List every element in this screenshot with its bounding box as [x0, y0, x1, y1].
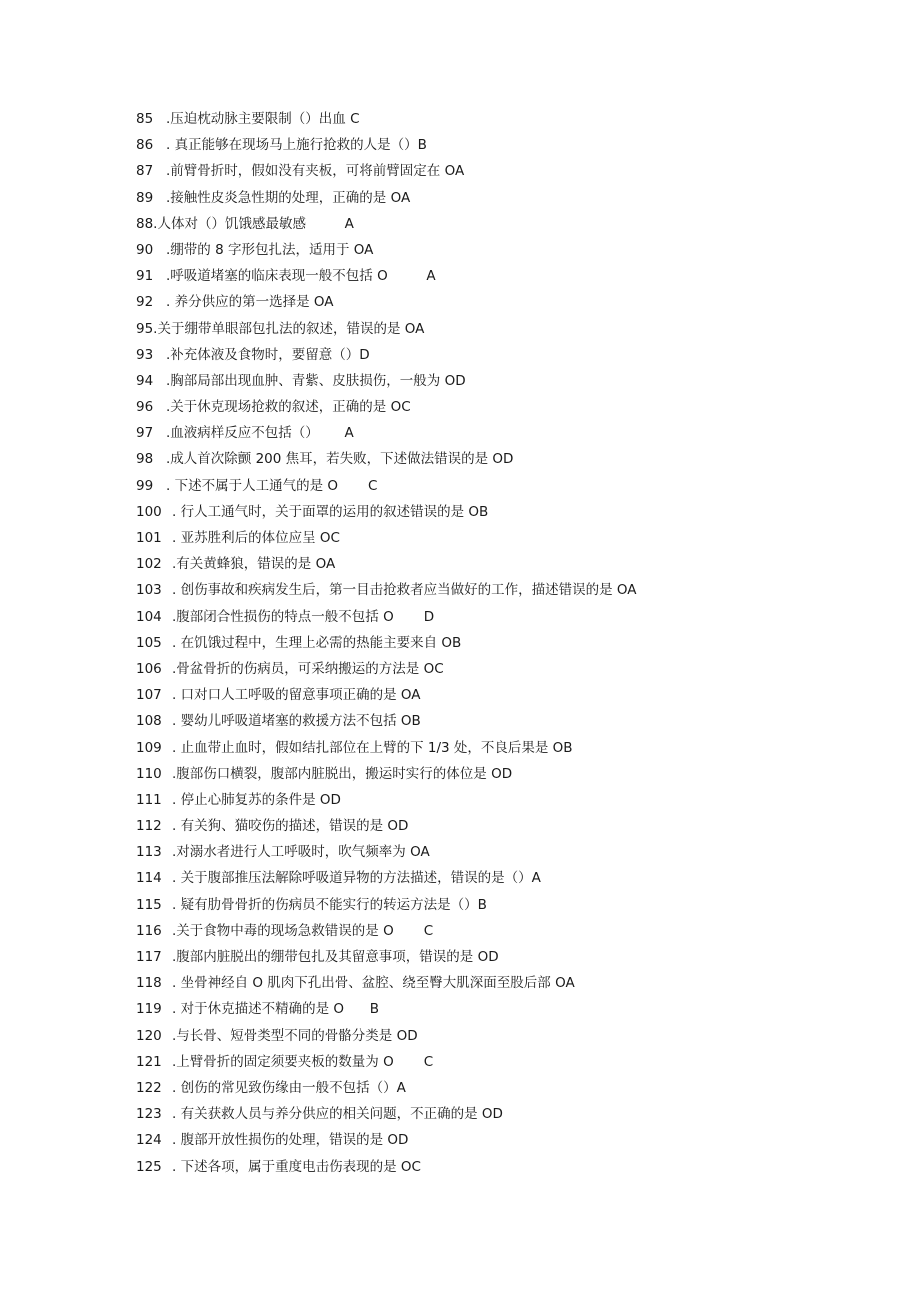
question-text: . 真正能够在现场马上施行抢救的人是（）B — [166, 137, 427, 154]
question-text: .呼吸道堵塞的临床表现一般不包括 O A — [166, 268, 436, 285]
question-line — [136, 708, 876, 734]
question-list — [136, 106, 876, 1180]
question-line — [136, 604, 876, 630]
question-line — [136, 263, 876, 289]
question-number: 119 — [136, 1001, 162, 1018]
question-number: 109 — [136, 739, 162, 756]
question-number: 99 — [136, 477, 154, 494]
question-line — [136, 394, 876, 420]
question-text: .补充体液及食物时，要留意（）D — [166, 346, 370, 363]
question-number: 91 — [136, 268, 154, 285]
question-line — [136, 813, 876, 839]
question-text: 关于绷带单眼部包扎法的叙述，错误的是 OA — [157, 320, 425, 337]
question-number: 113 — [136, 844, 162, 861]
question-number: 102 — [136, 556, 162, 573]
question-number: 108 — [136, 713, 162, 730]
question-line — [136, 106, 876, 132]
question-text: . 坐骨神经自 O 肌肉下孔出骨、盆腔、绕至臀大肌深面至股后部 OA — [172, 975, 575, 992]
question-line — [136, 761, 876, 787]
question-line — [136, 656, 876, 682]
question-line — [136, 342, 876, 368]
question-line — [136, 525, 876, 551]
question-line — [136, 630, 876, 656]
question-number: 93 — [136, 346, 154, 363]
question-line — [136, 1075, 876, 1101]
question-text: .压迫枕动脉主要限制（）出血 C — [166, 111, 360, 127]
question-line — [136, 211, 876, 237]
question-text: .绷带的 8 字形包扎法，适用于 OA — [166, 241, 374, 258]
question-number: 92 — [136, 294, 154, 311]
question-line — [136, 551, 876, 577]
question-number: 121 — [136, 1053, 162, 1070]
question-text: . 下述各项，属于重度电击伤表现的是 OC — [172, 1158, 421, 1175]
question-line — [136, 420, 876, 446]
question-text: . 养分供应的第一选择是 OA — [166, 294, 334, 311]
question-number: 97 — [136, 425, 154, 442]
question-text: . 婴幼儿呼吸道堵塞的救援方法不包括 OB — [172, 713, 421, 730]
question-line — [136, 865, 876, 891]
question-number: 122 — [136, 1079, 162, 1096]
question-text: .关于食物中毒的现场急救错误的是 O C — [172, 922, 434, 939]
question-line — [136, 735, 876, 761]
question-line — [136, 892, 876, 918]
question-number: 89 — [136, 189, 154, 206]
question-number: 114 — [136, 870, 162, 887]
question-text: . 行人工通气时，关于面罩的运用的叙述错误的是 OB — [172, 503, 489, 520]
question-line — [136, 368, 876, 394]
question-text: . 关于腹部推压法解除呼吸道异物的方法描述，错误的是（）A — [172, 870, 541, 887]
question-line — [136, 473, 876, 499]
question-text: .关于休克现场抢救的叙述，正确的是 OC — [166, 399, 411, 416]
question-line — [136, 1127, 876, 1153]
question-line — [136, 289, 876, 315]
question-text: . 创伤的常见致伤缘由一般不包括（）A — [172, 1079, 406, 1096]
question-text: .与长骨、短骨类型不同的骨骼分类是 OD — [172, 1027, 418, 1044]
question-number: 116 — [136, 922, 162, 939]
question-line — [136, 1049, 876, 1075]
question-text: . 腹部开放性损伤的处理，错误的是 OD — [172, 1132, 409, 1149]
question-line — [136, 970, 876, 996]
question-number: 118 — [136, 975, 162, 992]
question-text: . 口对口人工呼吸的留意事项正确的是 OA — [172, 687, 421, 704]
question-number: 124 — [136, 1132, 162, 1149]
question-line — [136, 577, 876, 603]
question-number: 103 — [136, 582, 162, 599]
question-line — [136, 446, 876, 472]
question-text: .对溺水者进行人工呼吸时，吹气频率为 OA — [172, 844, 430, 861]
question-line — [136, 787, 876, 813]
question-number: 117 — [136, 949, 162, 965]
question-text: . 对于休克描述不精确的是 O B — [172, 1001, 380, 1018]
question-line — [136, 996, 876, 1022]
question-line — [136, 918, 876, 944]
question-number: 125 — [136, 1158, 162, 1175]
question-text: .上臂骨折的固定须要夹板的数量为 O C — [172, 1053, 434, 1070]
question-line — [136, 944, 876, 970]
question-line — [136, 185, 876, 211]
question-text: .有关黄蜂狼，错误的是 OA — [172, 556, 336, 573]
question-number: 104 — [136, 608, 162, 625]
question-number: 106 — [136, 660, 162, 677]
question-line — [136, 839, 876, 865]
question-number: 111 — [136, 791, 162, 808]
question-number: 98 — [136, 451, 154, 468]
question-text: . 亚苏胜利后的体位应呈 OC — [172, 530, 340, 546]
question-line — [136, 158, 876, 184]
question-text: . 疑有肋骨骨折的伤病员不能实行的转运方法是（）B — [172, 896, 487, 913]
question-text: . 有关获救人员与养分供应的相关问题，不正确的是 OD — [172, 1106, 503, 1123]
question-line — [136, 499, 876, 525]
question-line — [136, 1101, 876, 1127]
question-number: 94 — [136, 372, 154, 389]
question-text: . 停止心肺复苏的条件是 OD — [172, 791, 341, 808]
question-number: 105 — [136, 634, 162, 651]
question-text: .胸部局部出现血肿、青紫、皮肤损伤，一般为 OD — [166, 372, 466, 389]
question-text: .腹部闭合性损伤的特点一般不包括 O D — [172, 608, 435, 625]
question-text: . 创伤事故和疾病发生后，第一目击抢救者应当做好的工作，描述错误的是 OA — [172, 582, 637, 599]
question-number: 88. — [136, 215, 158, 232]
question-number: 115 — [136, 896, 162, 913]
question-text: . 有关狗、猫咬伤的描述，错误的是 OD — [172, 818, 409, 835]
question-number: 101 — [136, 530, 162, 546]
question-number: 107 — [136, 687, 162, 704]
question-line — [136, 132, 876, 158]
question-number: 87 — [136, 163, 154, 180]
question-text: 人体对（）饥饿感最敏感 A — [157, 215, 354, 232]
question-text: . 在饥饿过程中，生理上必需的热能主要来自 OB — [172, 634, 462, 651]
question-number: 95. — [136, 320, 158, 337]
question-text: .成人首次除颤 200 焦耳，若失败，下述做法错误的是 OD — [166, 451, 514, 468]
question-line — [136, 237, 876, 263]
question-text: .前臂骨折时，假如没有夹板，可将前臂固定在 OA — [166, 163, 465, 180]
question-number: 85 — [136, 111, 154, 127]
question-number: 90 — [136, 241, 154, 258]
question-text: . 止血带止血时，假如结扎部位在上臂的下 1/3 处，不良后果是 OB — [172, 739, 573, 756]
question-text: .腹部内脏脱出的绷带包扎及其留意事项，错误的是 OD — [172, 949, 499, 965]
question-number: 110 — [136, 765, 162, 782]
question-line — [136, 1023, 876, 1049]
question-number: 100 — [136, 503, 162, 520]
question-number: 86 — [136, 137, 154, 154]
question-text: .骨盆骨折的伤病员，可采纳搬运的方法是 OC — [172, 660, 444, 677]
question-text: .血液病样反应不包括（） A — [166, 425, 354, 442]
question-line — [136, 316, 876, 342]
question-number: 123 — [136, 1106, 162, 1123]
question-text: .腹部伤口横裂，腹部内脏脱出，搬运时实行的体位是 OD — [172, 765, 513, 782]
question-number: 112 — [136, 818, 162, 835]
question-text: .接触性皮炎急性期的处理，正确的是 OA — [166, 189, 411, 206]
question-line — [136, 682, 876, 708]
question-number: 96 — [136, 399, 154, 416]
question-text: . 下述不属于人工通气的是 O C — [166, 477, 378, 494]
question-number: 120 — [136, 1027, 162, 1044]
question-line — [136, 1154, 876, 1180]
